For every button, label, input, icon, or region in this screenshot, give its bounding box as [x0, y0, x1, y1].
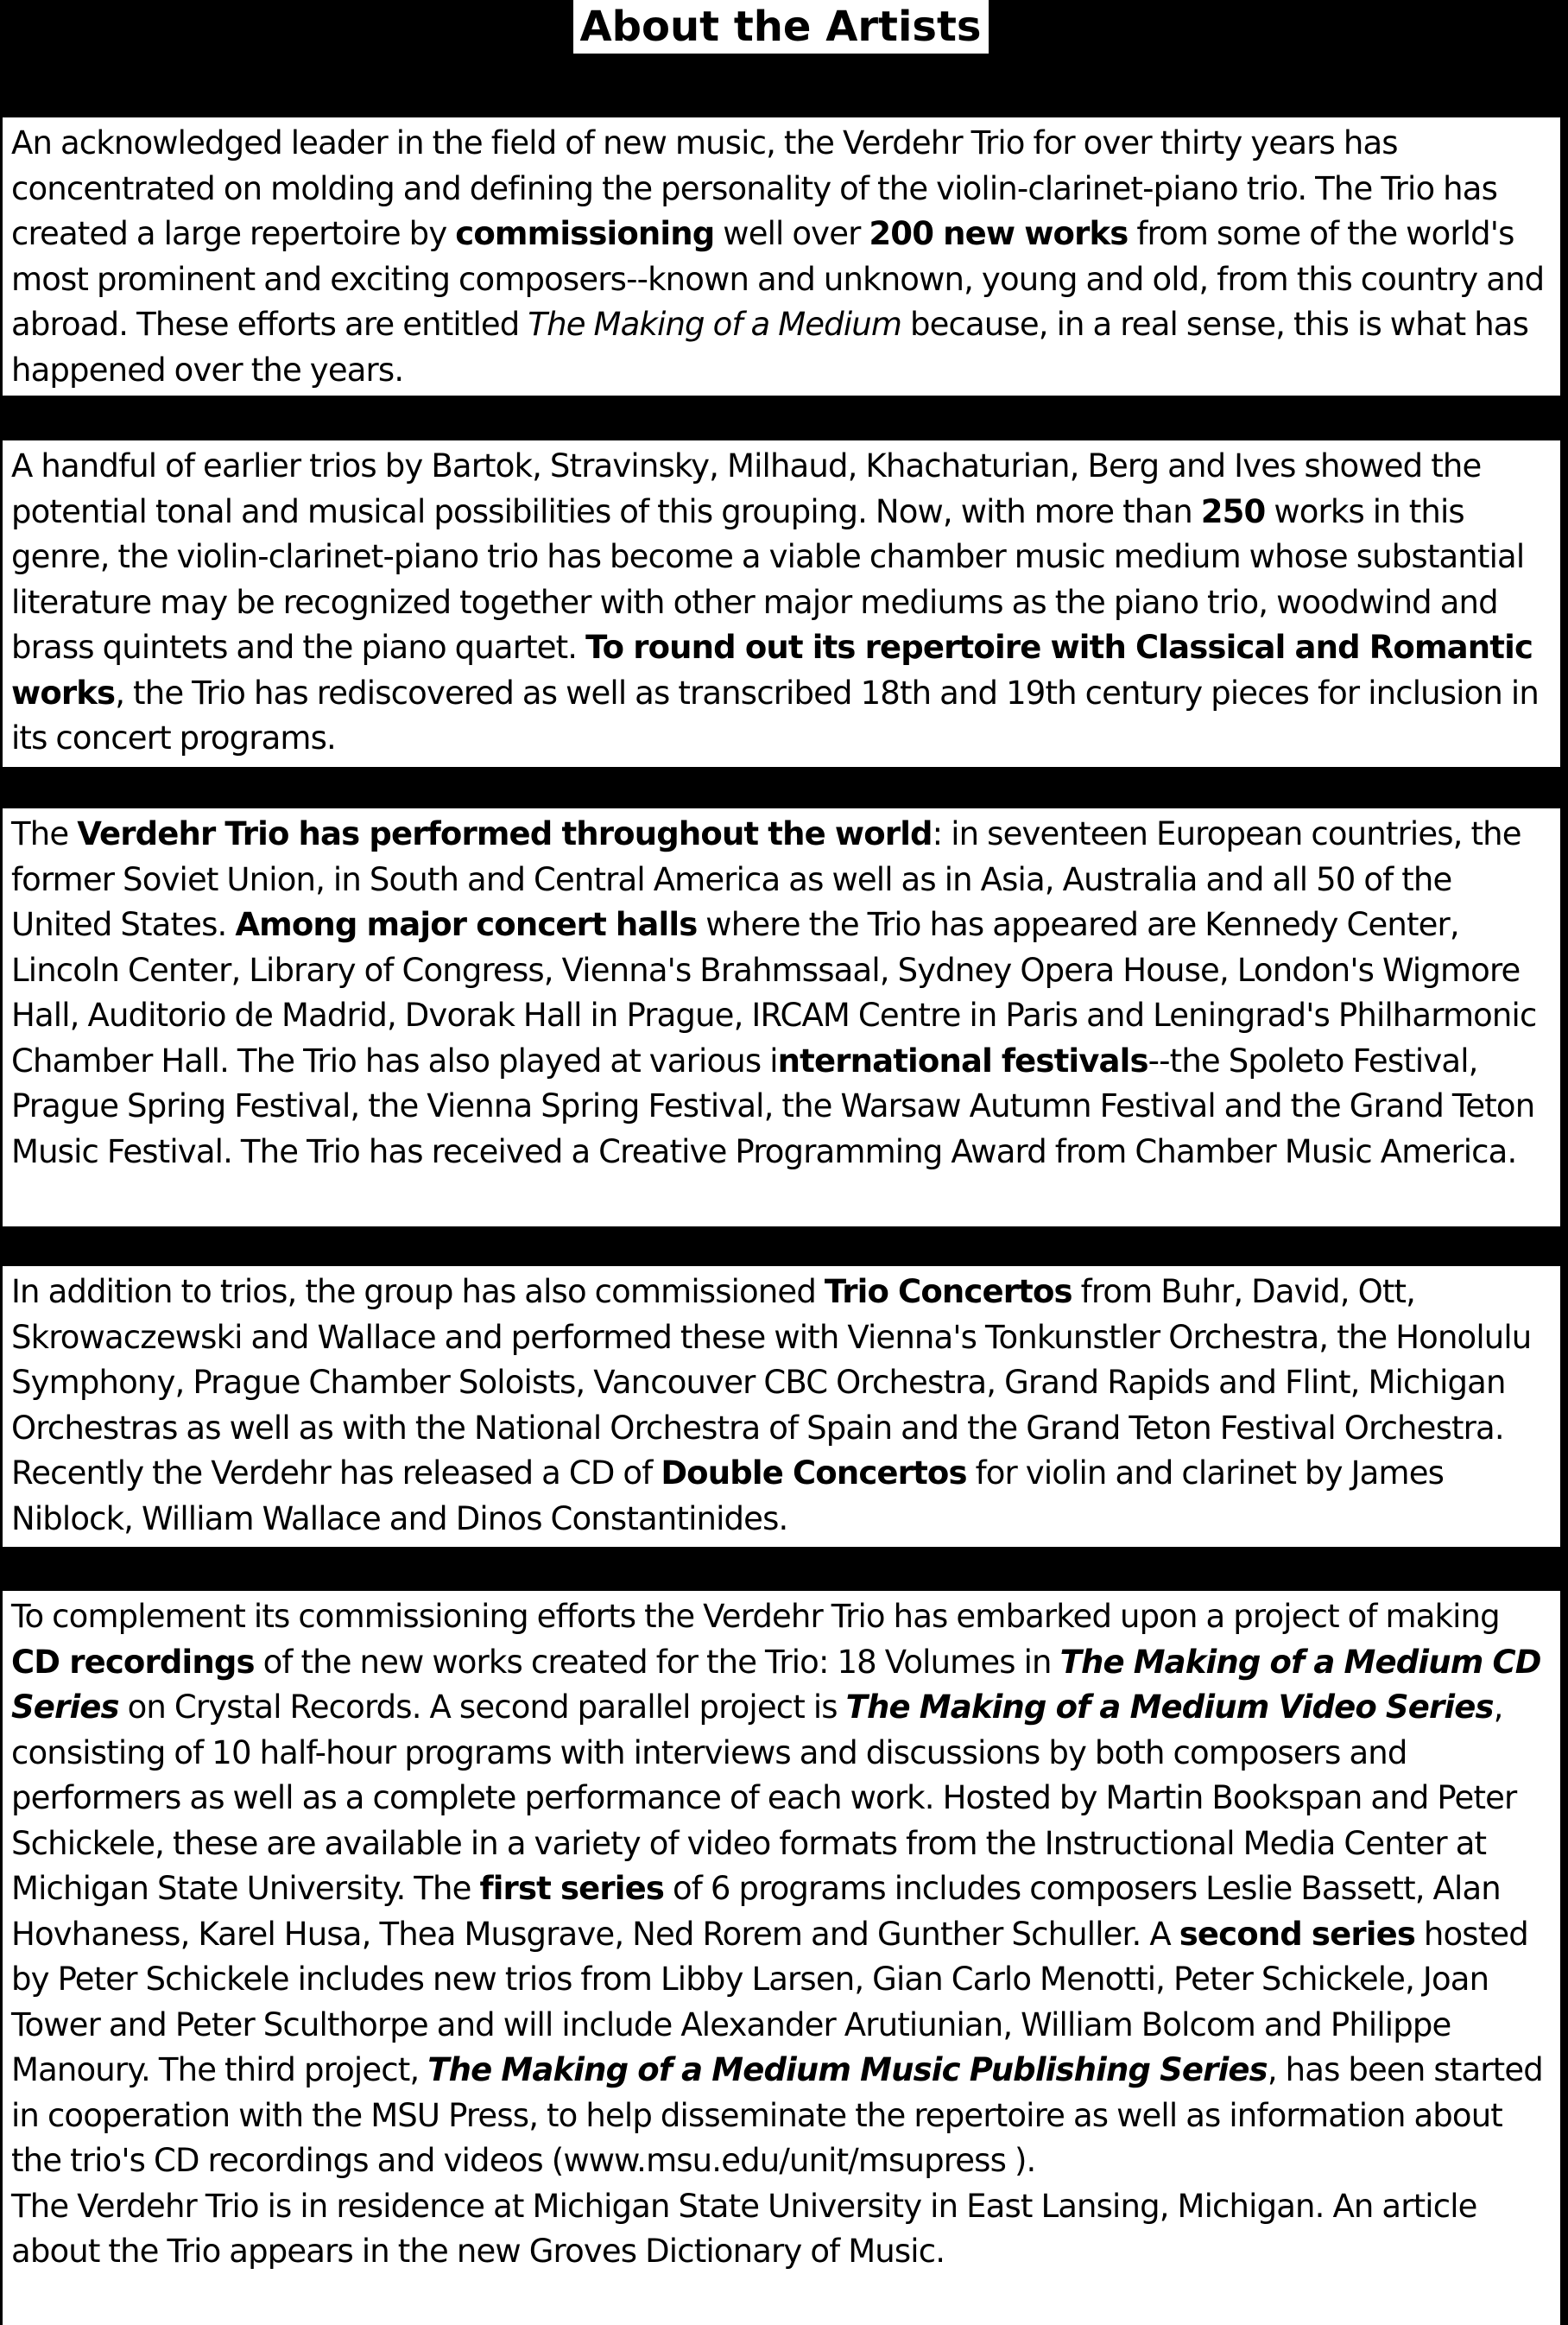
text-box-repertoire: [3, 440, 1560, 767]
emphasis-text: first series: [479, 1870, 665, 1907]
emphasis-text: second series: [1179, 1915, 1415, 1953]
header: [0, 0, 1568, 55]
emphasis-text: Double Concertos: [661, 1454, 967, 1492]
emphasis-text: commissioning: [455, 215, 715, 252]
text-box-recordings: [3, 1591, 1560, 2325]
emphasis-text: The Making of a Medium Music Publishing Series: [427, 2051, 1268, 2088]
text-box-commissioning: [3, 117, 1560, 396]
paragraph: The Verdehr Trio is in residence at Michigan State University in East Lansing, Michigan. An article about the Trio appears in the new Groves Dictionary of Music.: [11, 2187, 1477, 2270]
emphasis-text: The Making of a Medium Video Series: [845, 1688, 1494, 1726]
emphasis-text: Among major concert halls: [235, 906, 698, 943]
paragraph: In addition to trios, the group has also commissioned Trio Concertos from Buhr, David, Ott, Skrowaczewski and Wallace and performed these with Vienna's Tonkunstler Orchestra, the Honolulu Symphony, Prague Chamber Soloists, Vancouver CBC Orchestra, Grand Rapids and Flint, Michigan Orchestras as well as with the National Orchestra of Spain and the Grand Teton Festival Orchestra. Recently the Verdehr has released a CD of Double Concertos for violin and clarinet by James Niblock, William Wallace and Dinos Constantinides.: [11, 1273, 1532, 1537]
emphasis-text: The Making of a Medium CD Series: [11, 1643, 1541, 1726]
paragraph: A handful of earlier trios by Bartok, Stravinsky, Milhaud, Khachaturian, Berg and Ives showed the potential tonal and musical possibilities of this grouping. Now, with more than 250 works in this genre, the violin-clarinet-piano trio has become a viable chamber music medium whose substantial literature may be recognized together with other major mediums as the piano trio, woodwind and brass quintets and the piano quartet. To round out its repertoire with Classical and Romantic works, the Trio has rediscovered as well as transcribed 18th and 19th century pieces for inclusion in its concert programs.: [11, 447, 1539, 757]
emphasis-text: nternational festivals: [777, 1042, 1148, 1080]
emphasis-text: To round out its repertoire with Classical and Romantic works: [11, 629, 1533, 712]
text-box-performances: [3, 808, 1560, 1226]
emphasis-text: CD recordings: [11, 1643, 255, 1681]
emphasis-text: 200 new works: [869, 215, 1129, 252]
text-box-concertos: [3, 1266, 1560, 1547]
emphasis-text: Verdehr Trio has performed throughout the world: [77, 815, 933, 852]
paragraph: To complement its commissioning efforts the Verdehr Trio has embarked upon a project of making CD recordings of the new works created for the Trio: 18 Volumes in The Making of a Medium CD Series on Crystal Records. A second parallel project is The Making of a Medium Video Series, consisting of 10 half-hour programs with interviews and discussions by both composers and performers as well as a complete performance of each work. Hosted by Martin Bookspan and Peter Schickele, these are available in a variety of video formats from the Instructional Media Center at Michigan State University. The first series of 6 programs includes composers Leslie Bassett, Alan Hovhaness, Karel Husa, Thea Musgrave, Ned Rorem and Gunther Schuller. A second series hosted by Peter Schickele includes new trios from Libby Larsen, Gian Carlo Menotti, Peter Schickele, Joan Tower and Peter Sculthorpe and will include Alexander Arutiunian, William Bolcom and Philippe Manoury. The third project, The Making of a Medium Music Publishing Series, has been started in cooperation with the MSU Press, to help disseminate the repertoire as well as information about the trio's CD recordings and videos (www.msu.edu/unit/msupress ).: [11, 1598, 1543, 2179]
emphasis-text: The Making of a Medium: [528, 306, 902, 343]
emphasis-text: 250: [1200, 492, 1266, 530]
emphasis-text: Trio Concertos: [824, 1273, 1072, 1310]
page-title: About the Artists: [573, 0, 989, 54]
paragraph: An acknowledged leader in the field of new music, the Verdehr Trio for over thirty years has concentrated on molding and defining the personality of the violin-clarinet-piano trio. The Trio has created a large repertoire by commissioning well over 200 new works from some of the world's most prominent and exciting composers--known and unknown, young and old, from this country and abroad. These efforts are entitled The Making of a Medium because, in a real sense, this is what has happened over the years.: [11, 124, 1545, 389]
paragraph: The Verdehr Trio has performed throughout the world: in seventeen European countries, the former Soviet Union, in South and Central America as well as in Asia, Australia and all 50 of the United States. Among major concert halls where the Trio has appeared are Kennedy Center, Lincoln Center, Library of Congress, Vienna's Brahmssaal, Sydney Opera House, London's Wigmore Hall, Auditorio de Madrid, Dvorak Hall in Prague, IRCAM Centre in Paris and Leningrad's Philharmonic Chamber Hall. The Trio has also played at various international festivals--the Spoleto Festival, Prague Spring Festival, the Vienna Spring Festival, the Warsaw Autumn Festival and the Grand Teton Music Festival. The Trio has received a Creative Programming Award from Chamber Music America.: [11, 815, 1537, 1170]
